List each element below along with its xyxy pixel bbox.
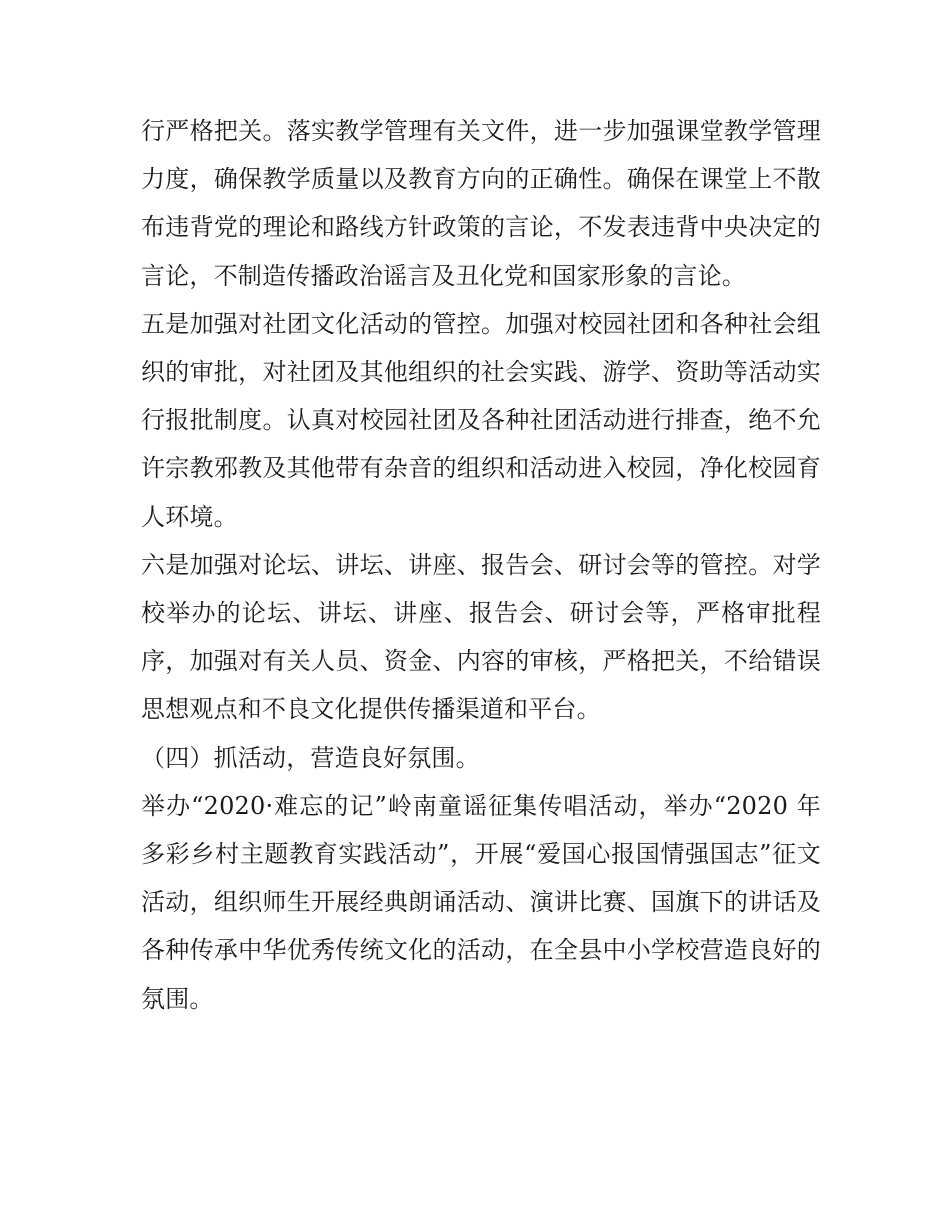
paragraph-forums-lectures: 六是加强对论坛、讲坛、讲座、报告会、研讨会等的管控。对学校举办的论坛、讲坛、讲座、报告会、研讨会等，严格审批程序，加强对有关人员、资金、内容的审核，严格把关，不给错误思想观点和不良文化提供传播渠道和平台。 [141,550,821,724]
paragraph-club-activities: 五是加强对社团文化活动的管控。加强对校园社团和各种社会组织的审批，对社团及其他组织的社会实践、游学、资助等活动实行报批制度。认真对校园社团及各种社团活动进行排查，绝不允许宗教邪教及其他带有杂音的组织和活动进入校园，净化校园育人环境。 [141,309,821,531]
paragraph-activities-details: 举办“2020·难忘的记”岭南童谣征集传唱活动，举办“2020 年多彩乡村主题教育实践活动”，开展“爱国心报国情强国志”征文活动，组织师生开展经典朗诵活动、演讲比赛、国旗下的讲话及各种传承中华优秀传统文化的活动，在全县中小学校营造良好的氛围。 [141,791,821,1013]
paragraph-classroom-management: 行严格把关。落实教学管理有关文件，进一步加强课堂教学管理力度，确保教学质量以及教育方向的正确性。确保在课堂上不散布违背党的理论和路线方针政策的言论，不发表违背中央决定的言论，不制造传播政治谣言及丑化党和国家形象的言论。 [141,117,821,290]
document-body [141,107,821,1023]
section-heading-activities: （四）抓活动，营造良好氛围。 [141,743,480,772]
